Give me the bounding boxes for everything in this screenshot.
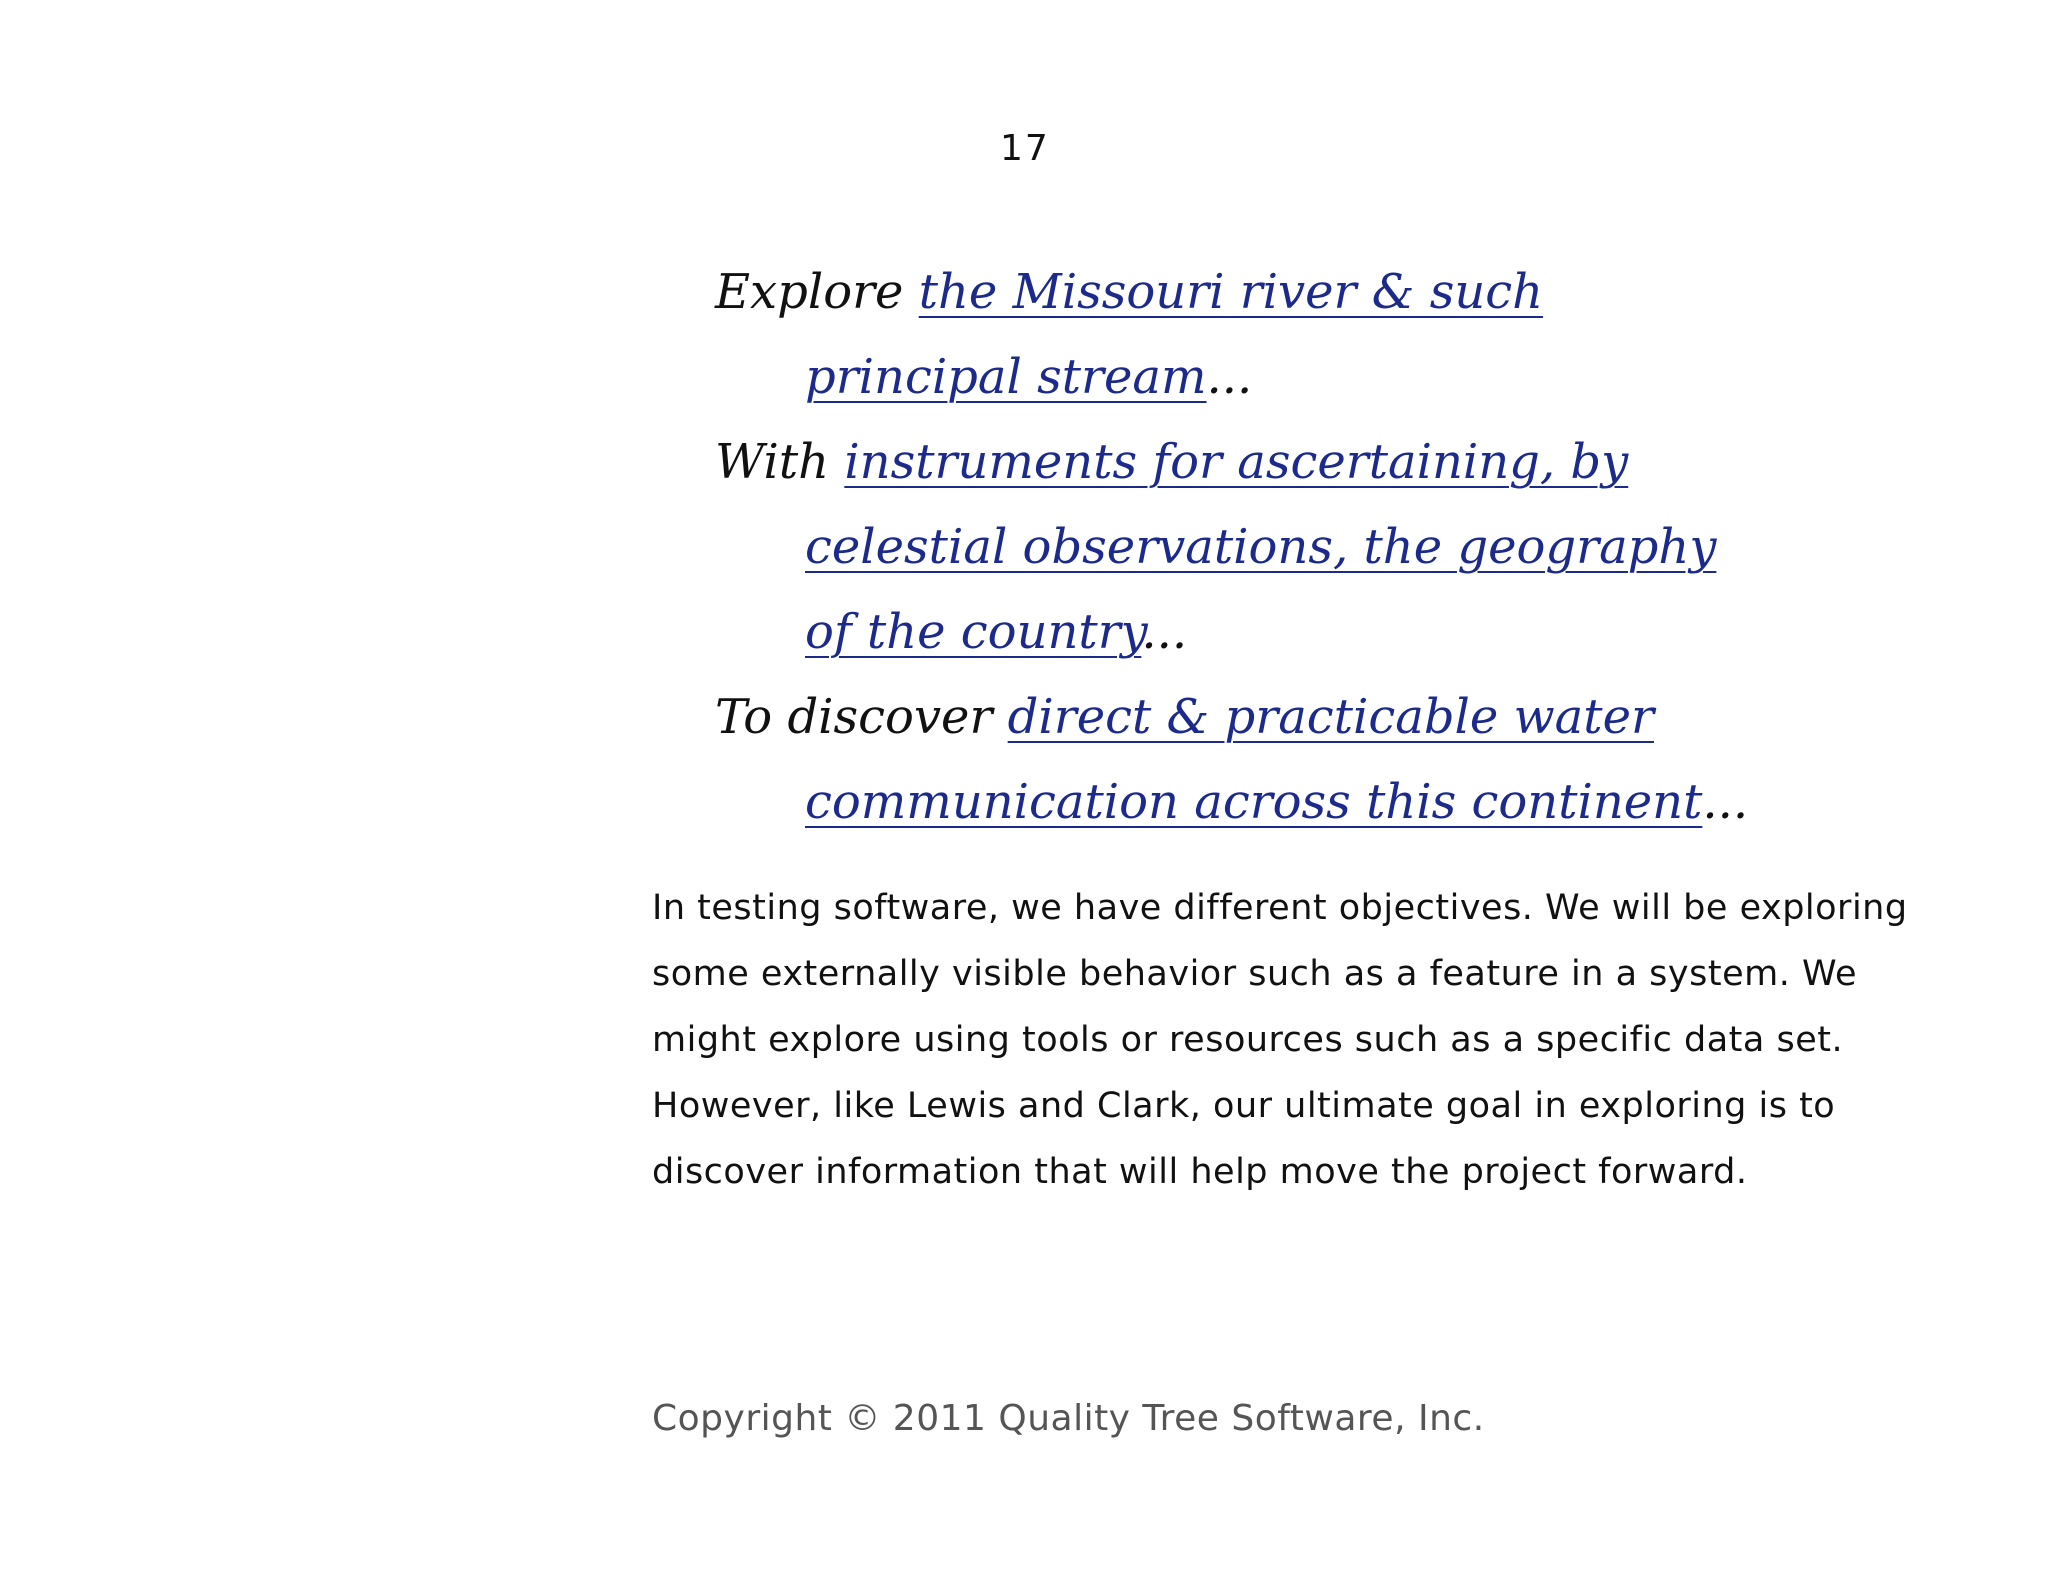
quote-highlight: direct & practicable water	[1007, 689, 1654, 745]
quote-highlight: of the country	[805, 604, 1142, 660]
quote-suffix: ...	[1206, 349, 1253, 405]
quote-line-3	[715, 420, 1915, 505]
handwritten-quote	[715, 250, 1915, 845]
quote-line-6	[715, 675, 1915, 760]
quote-highlight: the Missouri river & such	[918, 264, 1544, 320]
quote-highlight: celestial observations, the geography	[805, 519, 1717, 575]
quote-suffix: ...	[1702, 774, 1749, 830]
copyright-footer: Copyright © 2011 Quality Tree Software, Inc.	[652, 1398, 1485, 1439]
quote-highlight: principal stream	[805, 349, 1207, 405]
quote-line-2	[715, 335, 1915, 420]
quote-prefix: To discover	[715, 689, 1008, 745]
quote-line-1	[715, 250, 1915, 335]
quote-highlight: instruments for ascertaining, by	[844, 434, 1629, 490]
quote-highlight: communication across this continent	[805, 774, 1703, 830]
quote-prefix: With	[715, 434, 845, 490]
quote-suffix: ...	[1141, 604, 1188, 660]
body-paragraph: In testing software, we have different objectives. We will be exploring some externally visible behavior such as a feature in a system. We might explore using tools or resources such as a specific data set. However, like Lewis and Clark, our ultimate goal in exploring is to discover information that will help move the project forward.	[652, 888, 1908, 1192]
quote-prefix: Explore	[715, 264, 919, 320]
quote-line-4	[715, 505, 1915, 590]
quote-line-7	[715, 760, 1915, 845]
quote-line-5	[715, 590, 1915, 675]
page-number: 17	[1000, 128, 1050, 169]
